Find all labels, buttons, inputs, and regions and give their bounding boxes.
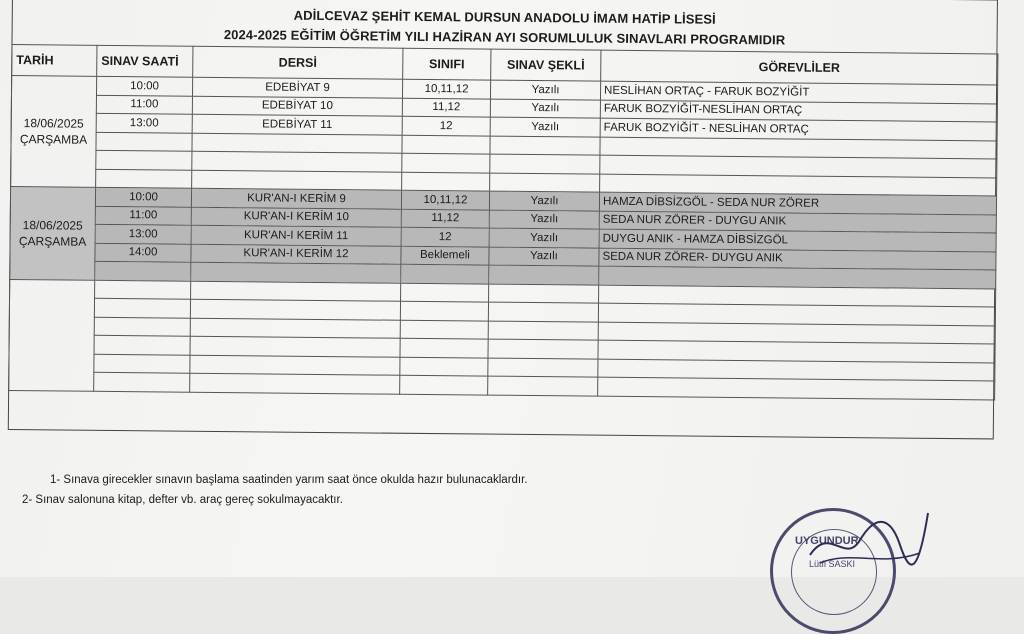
- day-value: ÇARŞAMBA: [19, 132, 88, 147]
- col-staff: GÖREVLİLER: [601, 50, 998, 85]
- day-value: ÇARŞAMBA: [18, 233, 87, 249]
- type-cell: Yazılı: [490, 117, 600, 137]
- date-value: 18/06/2025: [22, 217, 83, 233]
- schedule-table: [8, 44, 998, 400]
- time-cell: 13:00: [96, 113, 192, 132]
- date-value: 18/06/2025: [23, 116, 84, 131]
- course-cell: KUR'AN-I KERİM 9: [191, 188, 401, 209]
- time-cell: 10:00: [95, 187, 191, 206]
- staff-cell: FARUK BOZYİĞİT - NESLİHAN ORTAÇ: [600, 118, 997, 140]
- col-time: SINAV SAATİ: [97, 45, 193, 77]
- staff-cell: HAMZA DİBSİZGÖL - SEDA NUR ZÖRER: [599, 192, 996, 214]
- notes: [22, 470, 528, 510]
- type-cell: Yazılı: [489, 228, 599, 248]
- school-title: ADİLCEVAZ ŞEHİT KEMAL DURSUN ANADOLU İMAM HATİP LİSESİ: [293, 7, 716, 27]
- time-cell: 13:00: [95, 224, 191, 243]
- signature: [800, 505, 930, 577]
- type-cell: Yazılı: [489, 247, 599, 267]
- time-cell: 11:00: [96, 95, 192, 114]
- type-cell: Yazılı: [490, 99, 600, 119]
- date-cell: [11, 76, 97, 188]
- class-cell: 11,12: [402, 98, 490, 117]
- time-cell: 11:00: [95, 206, 191, 225]
- staff-cell: DUYGU ANIK - HAMZA DİBSİZGÖL: [599, 229, 996, 251]
- program-title: 2024-2025 EĞİTİM ÖĞRETİM YILI HAZİRAN AYI SORUMLULUK SINAVLARI PROGRAMIDIR: [223, 27, 786, 48]
- type-cell: Yazılı: [489, 210, 599, 230]
- class-cell: 12: [402, 116, 490, 135]
- class-cell: 10,11,12: [402, 79, 490, 98]
- time-cell: 10:00: [96, 76, 192, 95]
- staff-cell: FARUK BOZYİĞİT-NESLİHAN ORTAÇ: [600, 100, 997, 122]
- course-cell: EDEBİYAT 10: [192, 96, 402, 117]
- seal-name-text: Lütfi SASKI: [809, 559, 856, 569]
- col-date: TARİH: [12, 45, 97, 77]
- col-class: SINIFI: [403, 48, 491, 80]
- col-type: SINAV ŞEKLİ: [491, 49, 601, 81]
- time-cell: 14:00: [95, 243, 191, 262]
- exam-schedule-document: [8, 0, 1000, 444]
- class-cell: Beklemeli: [401, 246, 489, 265]
- col-course: DERSİ: [193, 46, 403, 79]
- staff-cell: NESLİHAN ORTAÇ - FARUK BOZYİĞİT: [600, 81, 997, 103]
- course-cell: KUR'AN-I KERİM 10: [191, 207, 401, 228]
- note-1: 1- Sınava girecekler sınavın başlama saatinden yarım saat önce okulda hazır bulunacaklardır.: [50, 474, 528, 486]
- course-cell: EDEBİYAT 9: [192, 77, 402, 98]
- staff-cell: SEDA NUR ZÖRER - DUYGU ANIK: [599, 211, 996, 233]
- date-cell: [10, 186, 96, 279]
- note-2: 2- Sınav salonuna kitap, defter vb. araç gereç sokulmayacaktır.: [22, 494, 343, 506]
- type-cell: Yazılı: [490, 80, 600, 100]
- seal-approval-text: UYGUNDUR: [795, 535, 859, 547]
- course-cell: KUR'AN-I KERİM 11: [191, 225, 401, 246]
- course-cell: EDEBİYAT 11: [192, 114, 402, 135]
- type-cell: Yazılı: [489, 191, 599, 211]
- class-cell: 12: [401, 227, 489, 246]
- course-cell: KUR'AN-I KERİM 12: [191, 244, 401, 265]
- class-cell: 11,12: [401, 209, 489, 228]
- staff-cell: SEDA NUR ZÖRER- DUYGU ANIK: [599, 248, 996, 270]
- class-cell: 10,11,12: [401, 190, 489, 209]
